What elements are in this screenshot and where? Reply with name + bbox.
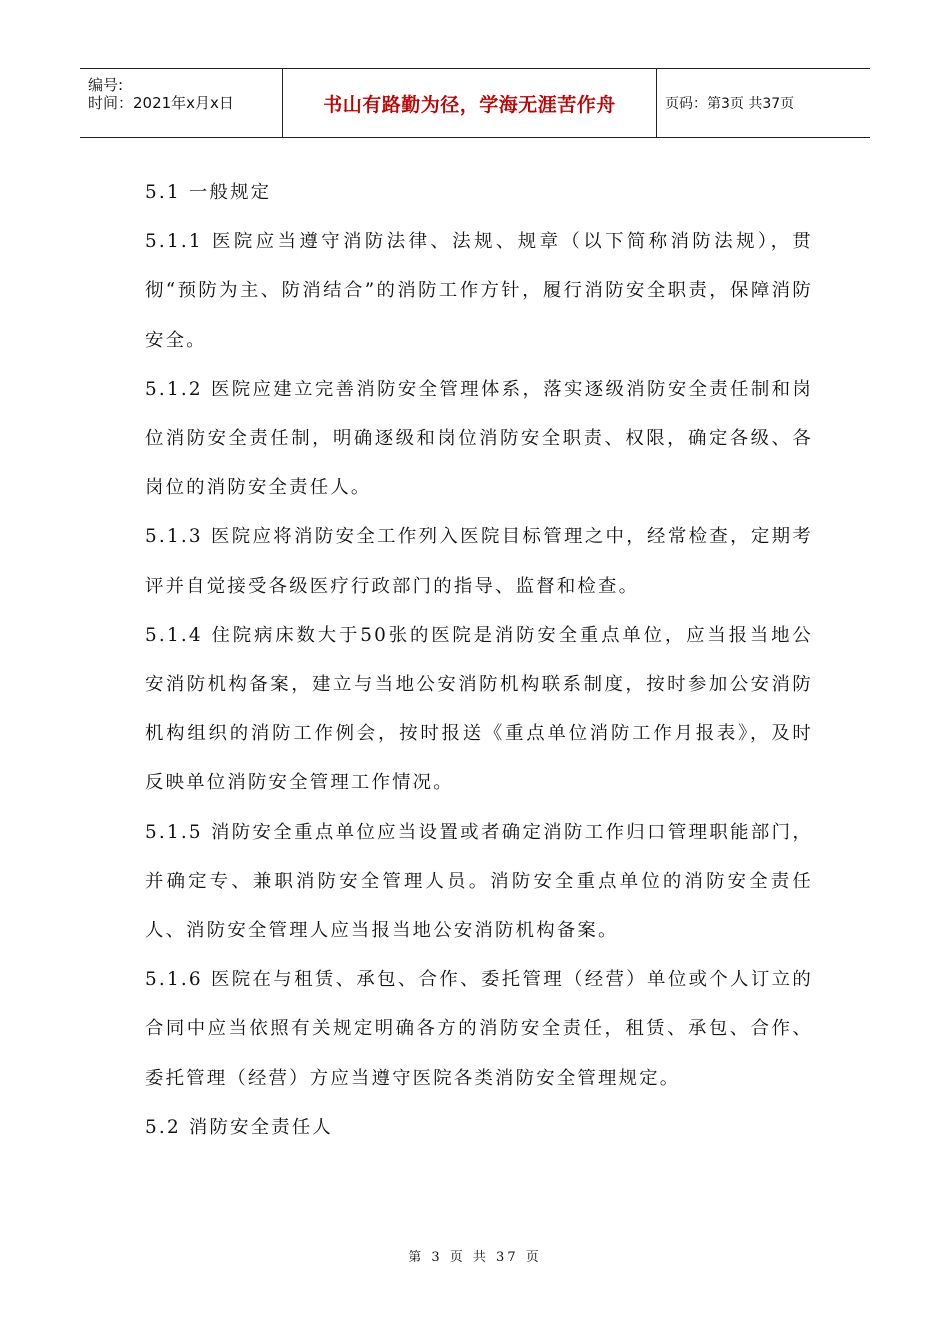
- page-footer: 第 3 页 共 37 页: [408, 1250, 542, 1265]
- header-motto-cell: [283, 69, 657, 137]
- header-meta-cell: [80, 69, 283, 137]
- section-heading: 5.2 消防安全责任人: [145, 1116, 334, 1138]
- clause-paragraph: 5.1.4 住院病床数大于50张的医院是消防安全重点单位，应当报当地公安消防机构备案，建立与当地公安消防机构联系制度，按时参加公安消防机构组织的消防工作例会，按时报送《重点单位消防工作月报表》，及时反映单位消防安全管理工作情况。: [145, 624, 813, 794]
- document-date: 时间：2021年x月x日: [88, 94, 234, 112]
- motto-text: 书山有路勤为径，学海无涯苦作舟: [323, 93, 616, 116]
- document-header: [80, 68, 870, 138]
- header-page-info: 页码：第3页 共37页: [665, 96, 795, 112]
- clause-paragraph: 5.1.6 医院在与租赁、承包、合作、委托管理（经营）单位或个人订立的合同中应当依照有关规定明确各方的消防安全责任，租赁、承包、合作、委托管理（经营）方应当遵守医院各类消防安全管理规定。: [145, 969, 813, 1089]
- section-heading: 5.1 一般规定: [145, 182, 272, 203]
- clause-paragraph: 5.1.5 消防安全重点单位应当设置或者确定消防工作归口管理职能部门，并确定专、兼职消防安全管理人员。消防安全重点单位的消防安全责任人、消防安全管理人应当报当地公安消防机构备案。: [145, 821, 813, 942]
- clause-paragraph: 5.1.2 医院应建立完善消防安全管理体系，落实逐级消防安全责任制和岗位消防安全责任制，明确逐级和岗位消防安全职责、权限，确定各级、各岗位的消防安全责任人。: [145, 378, 813, 499]
- document-code-label: 编号:: [88, 76, 124, 94]
- header-page-cell: [657, 69, 870, 137]
- document-body: [145, 168, 813, 1152]
- clause-paragraph: 5.1.1 医院应当遵守消防法律、法规、规章（以下简称消防法规），贯彻“预防为主、防消结合”的消防工作方针，履行消防安全职责，保障消防安全。: [145, 231, 813, 351]
- clause-paragraph: 5.1.3 医院应将消防安全工作列入医院目标管理之中，经常检查，定期考评并自觉接受各级医疗行政部门的指导、监督和检查。: [145, 526, 813, 597]
